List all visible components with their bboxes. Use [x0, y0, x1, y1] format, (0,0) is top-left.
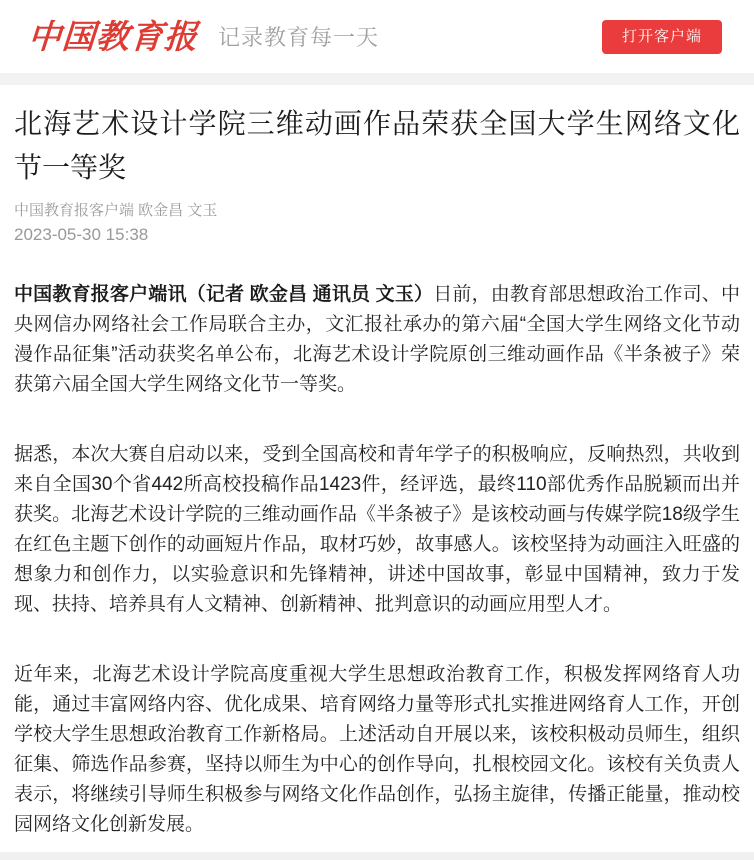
header-divider [0, 73, 754, 85]
article-byline: 中国教育报客户端 欧金昌 文玉 [14, 202, 218, 219]
bottom-page-strip [0, 852, 754, 860]
paragraph-text: 日前，由教育部思想政治工作司、中央网信办网络社会工作局联合主办，文汇报社承办的第六届“全国大学生网络文化节动漫作品征集”活动获奖名单公布，北海艺术设计学院原创三维动画作品《半条被子》荣获第六届全国大学生网络文化节一等奖。 [14, 284, 740, 395]
article-container [0, 85, 754, 840]
article-body [14, 280, 740, 840]
article-paragraph: 据悉，本次大赛自启动以来，受到全国高校和青年学子的积极响应，反响热烈，共收到来自全国30个省442所高校投稿作品1423件，经评选，最终110部优秀作品脱颖而出并获奖。北海艺术设计学院的三维动画作品《半条被子》是该校动画与传媒学院18级学生在红色主题下创作的动画短片作品，取材巧妙，故事感人。该校坚持为动画注入旺盛的想象力和创作力，以实验意识和先锋精神，讲述中国故事，彰显中国精神，致力于发现、扶持、培养具有人文精神、创新精神、批判意识的动画应用型人才。 [14, 444, 740, 615]
article-paragraph [14, 280, 740, 400]
article-title: 北海艺术设计学院三维动画作品荣获全国大学生网络文化节一等奖 [14, 108, 740, 183]
site-tagline: 记录教育每一天 [218, 25, 380, 50]
open-client-app-button[interactable]: 打开客户端 [602, 20, 722, 54]
article-publish-date: 2023-05-30 15:38 [14, 225, 149, 244]
paragraph-lead-bold: 中国教育报客户端讯（记者 欧金昌 通讯员 文玉） [14, 284, 434, 305]
site-header [0, 0, 754, 73]
article-paragraph: 近年来，北海艺术设计学院高度重视大学生思想政治教育工作，积极发挥网络育人功能，通过丰富网络内容、优化成果、培育网络力量等形式扎实推进网络育人工作，开创学校大学生思想政治教育工作新格局。上述活动自开展以来，该校积极动员师生，组织征集、筛选作品参赛，坚持以师生为中心的创作导向，扎根校园文化。该校有关负责人表示，将继续引导师生积极参与网络文化作品创作，弘扬主旋律，传播正能量，推动校园网络文化创新发展。 [14, 664, 740, 835]
china-education-daily-logo[interactable]: 中国教育报 [26, 17, 200, 56]
